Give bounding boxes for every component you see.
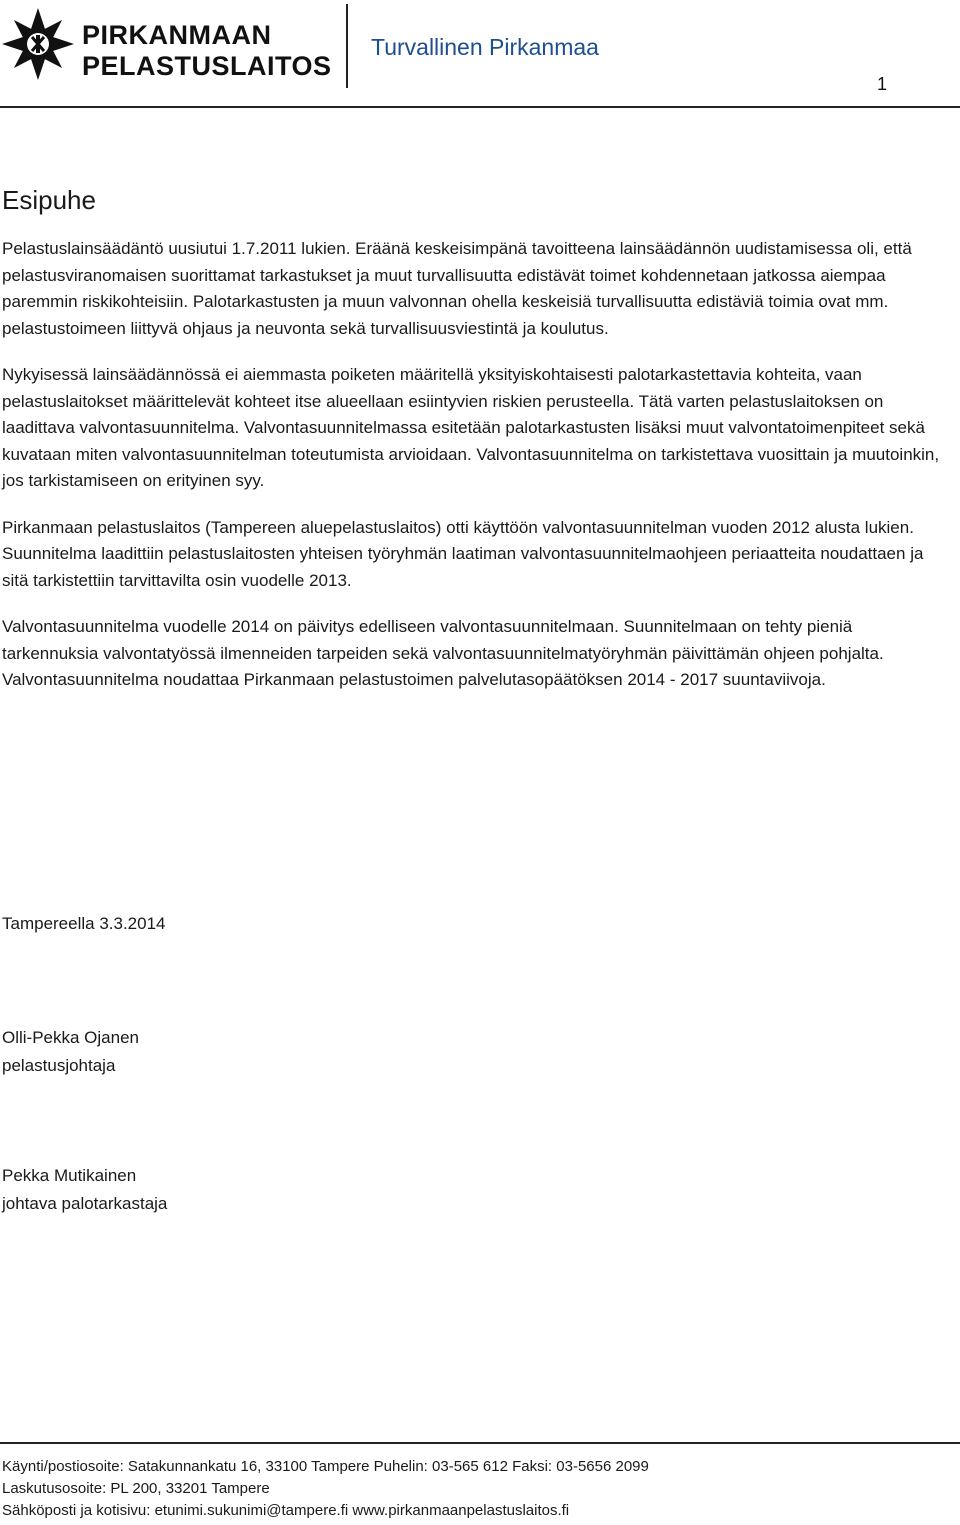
page-footer (2, 1456, 649, 1522)
footer-contact: Sähköposti ja kotisivu: etunimi.sukunimi@tampere.fi www.pirkanmaanpelastuslaitos.fi (2, 1502, 570, 1519)
header-divider (0, 106, 960, 108)
document-title: Turvallinen Pirkanmaa (371, 34, 599, 60)
header-separator (346, 4, 348, 88)
signatory-name: Olli-Pekka Ojanen (2, 1028, 140, 1047)
paragraph-3: Pirkanmaan pelastuslaitos (Tampereen aluepelastuslaitos) otti käyttöön valvontasuunnitelman vuoden 2012 alusta lukien. Suunnitelma laadittiin pelastuslaitosten yhteisen työryhmän laatiman valvontasuunnitelmaohjeen periaatteita noudattaen ja sitä tarkistettiin tarvittavilta osin vuodelle 2013. (2, 517, 924, 590)
section-heading: Esipuhe (2, 185, 96, 215)
signatory-1 (2, 1024, 139, 1080)
signatory-name: Pekka Mutikainen (2, 1166, 137, 1185)
logo-line-2: PELASTUSLAITOS (82, 51, 332, 81)
organization-logo (2, 6, 332, 96)
page-number: 1 (877, 74, 888, 94)
signatory-2 (2, 1162, 167, 1218)
footer-billing: Laskutusosoite: PL 200, 33201 Tampere (2, 1480, 270, 1497)
main-content (2, 180, 950, 714)
footer-address: Käynti/postiosoite: Satakunnankatu 16, 33100 Tampere Puhelin: 03-565 612 Faksi: 03-5656 2099 (2, 1458, 649, 1475)
paragraph-1: Pelastuslainsäädäntö uusiutui 1.7.2011 lukien. Eräänä keskeisimpänä tavoitteena lainsäädännön uudistamisessa oli, että pelastusviranomaisen suorittamat tarkastukset ja muut turvallisuutta edistävät toimet kohdennetaan jatkossa aiempaa paremmin riskikohteisiin. Palotarkastusten ja muun valvonnan ohella keskeisiä turvallisuutta edistäviä toimia ovat mm. pelastustoimeen liittyvä ohjaus ja neuvonta sekä turvallisuusviestintä ja koulutus. (2, 239, 912, 338)
paragraph-4: Valvontasuunnitelma vuodelle 2014 on päivitys edelliseen valvontasuunnitelmaan. Suunnitelmaan on tehty pieniä tarkennuksia valvontatyössä ilmenneiden tarpeiden sekä valvontasuunnitelmatyöryhmän päivittämän ohjeen pohjalta. Valvontasuunnitelma noudattaa Pirkanmaan pelastustoimen palvelutasopäätöksen 2014 - 2017 suuntaviivoja. (2, 617, 884, 689)
logo-wordmark (82, 20, 332, 82)
place-and-date: Tampereella 3.3.2014 (2, 914, 166, 933)
signatory-title: johtava palotarkastaja (2, 1194, 168, 1213)
page-header (0, 0, 960, 108)
signatory-title: pelastusjohtaja (2, 1056, 116, 1075)
footer-divider (0, 1442, 960, 1444)
rescue-department-emblem-icon (2, 6, 78, 86)
logo-line-1: PIRKANMAAN (82, 20, 272, 50)
paragraph-2: Nykyisessä lainsäädännössä ei aiemmasta poiketen määritellä yksityiskohtaisesti palotarkastettavia kohteita, vaan pelastuslaitokset määrittelevät kohteet itse alueellaan esiintyvien riskien perusteella. Tätä varten pelastuslaitoksen on laadittava valvontasuunnitelma. Valvontasuunnitelmassa esitetään palotarkastusten lisäksi muut valvontatoimenpiteet sekä kuvataan miten valvontasuunnitelman toteutumista arvioidaan. Valvontasuunnitelma on tarkistettava vuosittain ja muutoinkin, jos tarkistamiseen on erityinen syy. (2, 365, 940, 490)
